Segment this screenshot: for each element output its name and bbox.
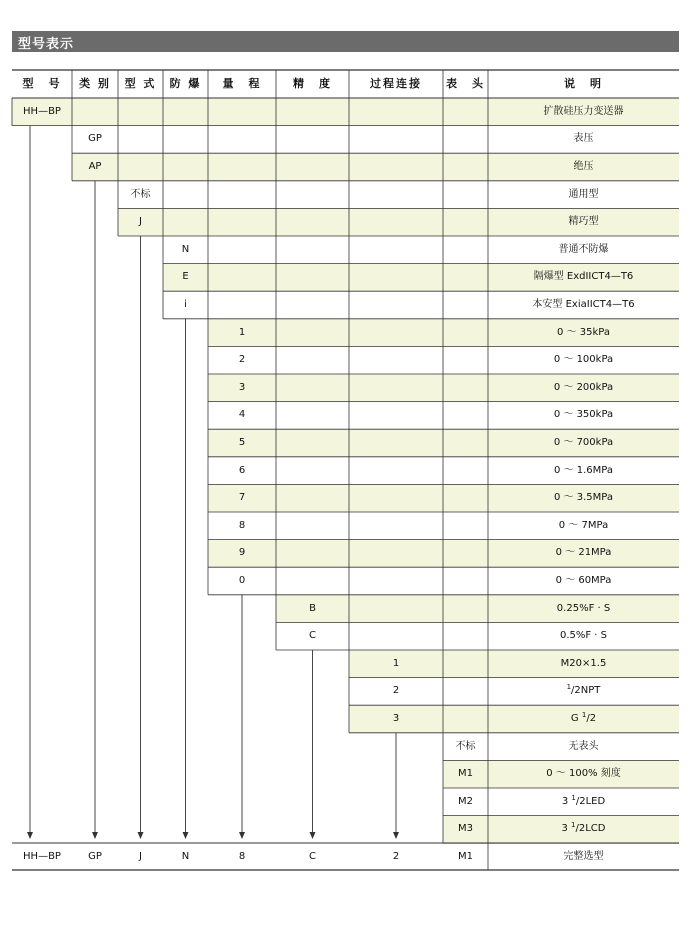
option-code: 9 [238,547,246,559]
option-code: 5 [238,437,246,448]
option-description: 精巧型 [568,216,599,228]
flow-arrow-head [138,832,144,839]
option-description: 通用型 [568,188,599,200]
option-description: 3 $^1$/2LCD [561,821,606,835]
column-header: 量 程 [222,77,262,90]
example-code: GP [88,850,102,862]
example-code: M1 [458,850,473,862]
option-code: M3 [458,823,473,835]
option-code: 1 [238,326,246,338]
flow-arrow-head [183,832,189,839]
option-description: 隔爆型 ExdIICT4—T6 [533,271,634,283]
example-description: 完整选型 [563,850,604,862]
section-title: 型号表示 [18,37,75,52]
example-code: N [181,850,190,862]
column-header: 表 头 [446,77,485,90]
option-code: 8 [238,519,246,531]
option-description: G $^1$/2 [570,711,597,724]
option-code: HH—BP [23,105,61,117]
option-description: 0.5%F · S [559,630,608,642]
option-code: 7 [238,492,246,504]
flow-arrow-head [239,832,245,839]
flow-arrow-head [310,832,316,839]
column-header: 过程连接 [370,77,422,90]
option-description: 0.25%F · S [556,602,611,614]
option-code: E [182,271,189,283]
column-header: 型 式 [124,77,157,90]
flow-arrow-head [27,832,33,839]
option-description: $^1$/2NPT [566,683,601,697]
option-description: 扩散硅压力变送器 [543,105,624,117]
option-description: 0 ～ 700kPa [553,437,614,448]
example-code: J [139,850,142,862]
column-header: 精 度 [293,77,332,90]
column-header: 防 爆 [169,77,202,90]
option-description: 0 ～ 35kPa [557,326,610,338]
option-code: 6 [238,464,246,476]
option-description: 0 ～ 1.6MPa [554,464,613,476]
column-header: 型 号 [22,77,62,90]
option-code: M1 [458,768,473,780]
option-description: 0 ～ 21MPa [555,547,612,559]
option-code: 不标 [130,188,151,200]
option-code: B [309,602,316,614]
column-header: 类 别 [79,77,111,90]
example-code: 2 [392,850,400,862]
option-code: 2 [238,354,246,366]
option-code: 4 [238,409,246,421]
flow-arrow-head [92,832,98,839]
option-description: 0 ～ 100% 刻度 [546,768,621,780]
example-code: HH—BP [23,850,61,862]
option-description: 表压 [573,133,594,145]
option-code: C [309,630,316,642]
option-code: J [139,216,142,228]
option-description: 无表头 [568,740,599,752]
option-description: 0 ～ 200kPa [553,381,614,393]
option-description: 0 ～ 100kPa [553,354,614,366]
option-description: 本安型 ExiaIICT4—T6 [532,299,635,310]
option-description: 3 $^1$/2LED [561,793,606,807]
option-description: 绝压 [573,161,594,172]
option-description: 0 ～ 7MPa [558,519,609,531]
example-code: C [309,850,316,862]
option-code: GP [88,133,102,145]
example-code: 8 [238,850,246,862]
option-code: i [184,299,187,310]
option-code: 0 [238,575,246,586]
option-code: M2 [458,795,473,807]
option-description: 0 ～ 3.5MPa [554,492,613,504]
option-description: M20×1.5 [560,657,607,669]
option-description: 普通不防爆 [558,243,609,255]
column-header: 说 明 [564,77,603,90]
option-code: AP [88,161,102,172]
option-code: 3 [392,713,400,724]
option-description: 0 ～ 60MPa [555,575,612,586]
option-code: N [181,243,190,255]
option-code: 1 [392,657,400,669]
option-code: 2 [392,685,400,697]
option-description: 0 ～ 350kPa [553,409,614,421]
option-code: 3 [238,381,246,393]
option-code: 不标 [455,740,476,752]
flow-arrow-head [393,832,399,839]
